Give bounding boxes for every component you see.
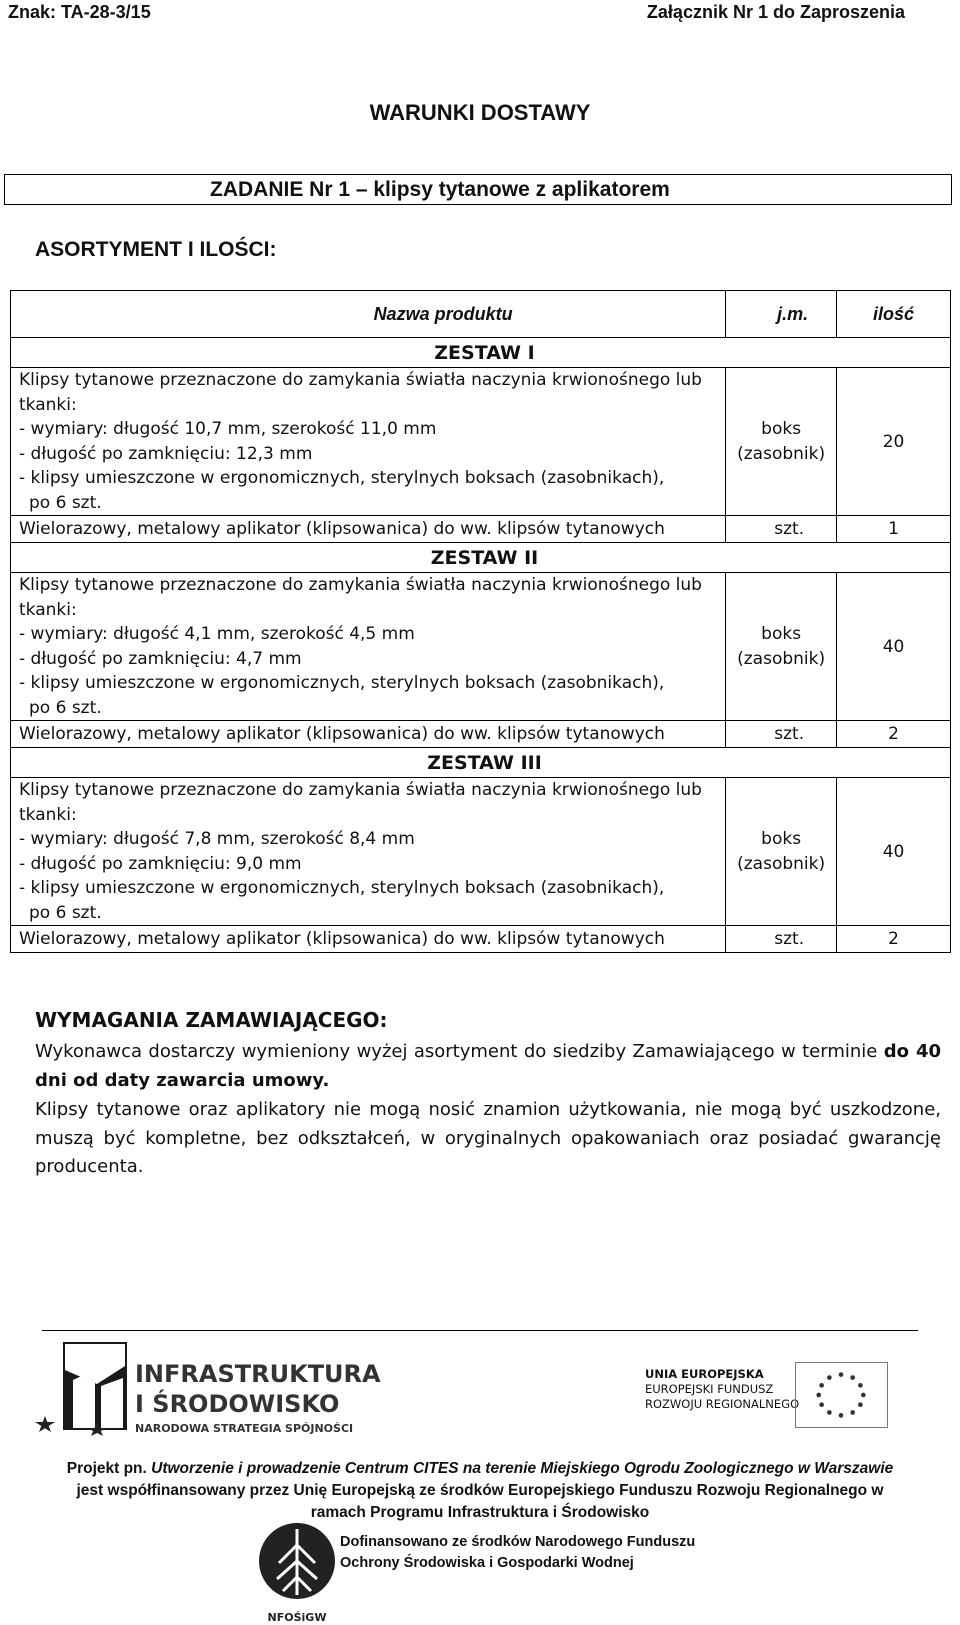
applicator-unit: szt.: [726, 721, 837, 748]
footer-divider: [42, 1330, 918, 1331]
task-title: ZADANIE Nr 1 – klipsy tytanowe z aplikatorem: [210, 178, 670, 201]
unit-text: boks: [761, 419, 802, 439]
unit-cell: [726, 778, 837, 926]
nfos-line2: Ochrony Środowiska i Gospodarki Wodnej: [340, 1555, 634, 1571]
applicator-name: Wielorazowy, metalowy aplikator (klipsowanica) do ww. klipsów tytanowych: [11, 516, 726, 543]
set-title: ZESTAW I: [11, 338, 951, 368]
table-row: [11, 926, 951, 953]
project-line3: ramach Programu Infrastruktura i Środowisko: [310, 1504, 650, 1521]
quantity-cell: 40: [837, 573, 951, 721]
column-header-unit: j.m.: [726, 291, 837, 338]
description-line: - klipsy umieszczone w ergonomicznych, sterylnych boksach (zasobnikach),: [19, 673, 665, 693]
project-line2: jest współfinansowany przez Unię Europejską ze środków Europejskiego Funduszu Rozwoju Regionalnego w: [76, 1482, 884, 1499]
applicator-qty: 2: [837, 721, 951, 748]
table-row: [11, 573, 951, 721]
applicator-unit: szt.: [726, 926, 837, 953]
product-description: [11, 778, 726, 926]
description-line: po 6 szt.: [29, 697, 102, 718]
project-name: Utworzenie i prowadzenie Centrum CITES na terenie Miejskiego Ogrodu Zoologicznego w Warszawie: [151, 1460, 894, 1477]
unit-text: (zasobnik): [737, 443, 826, 464]
table-header-row: [11, 291, 951, 338]
table-row: [11, 368, 951, 516]
table-row: [11, 721, 951, 748]
eu-text-line2: EUROPEJSKI FUNDUSZ: [645, 1382, 774, 1396]
description-line: tkanki:: [19, 804, 77, 825]
infrastruktura-srodowisko-logo: [35, 1340, 381, 1442]
description-line: po 6 szt.: [29, 902, 102, 923]
project-info: [0, 1458, 960, 1524]
logo-line1: INFRASTRUKTURA: [135, 1360, 381, 1388]
assortment-heading: ASORTYMENT I ILOŚCI:: [35, 238, 277, 261]
delivery-deadline: do 40 dni od daty zawarcia umowy: [35, 1041, 941, 1091]
quantity-cell: 20: [837, 368, 951, 516]
unit-cell: [726, 573, 837, 721]
delivery-term-paragraph: [35, 1038, 941, 1095]
description-line: Klipsy tytanowe przeznaczone do zamykania światła naczynia krwionośnego lub: [19, 780, 702, 800]
applicator-qty: 2: [837, 926, 951, 953]
description-line: - długość po zamknięciu: 12,3 mm: [19, 443, 313, 464]
column-header-qty: ilość: [837, 291, 951, 338]
description-line: - długość po zamknięciu: 9,0 mm: [19, 853, 302, 874]
description-line: - klipsy umieszczone w ergonomicznych, sterylnych boksach (zasobnikach),: [19, 468, 665, 488]
unit-text: boks: [761, 829, 802, 849]
description-line: Klipsy tytanowe przeznaczone do zamykania światła naczynia krwionośnego lub: [19, 370, 702, 390]
unit-text: (zasobnik): [737, 853, 826, 874]
product-description: [11, 368, 726, 516]
product-description: [11, 573, 726, 721]
paragraph-text: .: [322, 1069, 330, 1091]
project-line1: [0, 1458, 960, 1480]
eu-text-line3: ROZWOJU REGIONALNEGO: [645, 1397, 800, 1411]
eu-flag-icon: [795, 1362, 888, 1428]
set-title: ZESTAW II: [11, 543, 951, 573]
attachment-label: Załącznik Nr 1 do Zaproszenia: [646, 2, 905, 22]
applicator-name: Wielorazowy, metalowy aplikator (klipsowanica) do ww. klipsów tytanowych: [11, 721, 726, 748]
applicator-name: Wielorazowy, metalowy aplikator (klipsowanica) do ww. klipsów tytanowych: [11, 926, 726, 953]
applicator-unit: szt.: [726, 516, 837, 543]
table-row: [11, 778, 951, 926]
unit-cell: [726, 368, 837, 516]
condition-paragraph: Klipsy tytanowe oraz aplikatory nie mogą nosić znamion użytkowania, nie mogą być uszkodzone, muszą być kompletne, bez odkształceń, w oryginalnych opakowaniach oraz posiadać gwarancję producenta.: [35, 1099, 941, 1177]
applicator-qty: 1: [837, 516, 951, 543]
description-line: tkanki:: [19, 599, 77, 620]
nfos-logo-text: NFOŚiGW: [267, 1611, 327, 1624]
description-line: - wymiary: długość 7,8 mm, szerokość 8,4 mm: [19, 829, 415, 849]
description-line: tkanki:: [19, 394, 77, 415]
logo-line3: NARODOWA STRATEGIA SPÓJNOŚCI: [135, 1422, 354, 1435]
eu-text-line1: UNIA EUROPEJSKA: [645, 1367, 764, 1381]
column-header-name: Nazwa produktu: [11, 291, 726, 338]
assortment-table: [10, 290, 951, 953]
unit-text: boks: [761, 624, 802, 644]
requirements-heading: WYMAGANIA ZAMAWIAJĄCEGO:: [35, 1008, 388, 1032]
nfos-line1: Dofinansowano ze środków Narodowego Funduszu: [340, 1534, 696, 1550]
nfos-funding-text: [340, 1532, 695, 1574]
description-line: - klipsy umieszczone w ergonomicznych, sterylnych boksach (zasobnikach),: [19, 878, 665, 898]
description-line: - długość po zamknięciu: 4,7 mm: [19, 648, 302, 669]
description-line: - wymiary: długość 4,1 mm, szerokość 4,5 mm: [19, 624, 415, 644]
logo-line2: I ŚRODOWISKO: [135, 1390, 340, 1418]
page-title: WARUNKI DOSTAWY: [369, 100, 591, 125]
description-line: po 6 szt.: [29, 492, 102, 513]
document-reference: Znak: TA-28-3/15: [8, 2, 151, 22]
unit-text: (zasobnik): [737, 648, 826, 669]
nfosigw-logo: [257, 1515, 337, 1625]
description-line: Klipsy tytanowe przeznaczone do zamykania światła naczynia krwionośnego lub: [19, 575, 702, 595]
quantity-cell: 40: [837, 778, 951, 926]
project-prefix: Projekt pn.: [66, 1460, 152, 1477]
paragraph-text: Wykonawca dostarczy wymieniony wyżej asortyment do siedziby Zamawiającego w terminie: [35, 1041, 884, 1062]
description-line: - wymiary: długość 10,7 mm, szerokość 11,0 mm: [19, 419, 437, 439]
table-row: [11, 516, 951, 543]
set-title: ZESTAW III: [11, 748, 951, 778]
